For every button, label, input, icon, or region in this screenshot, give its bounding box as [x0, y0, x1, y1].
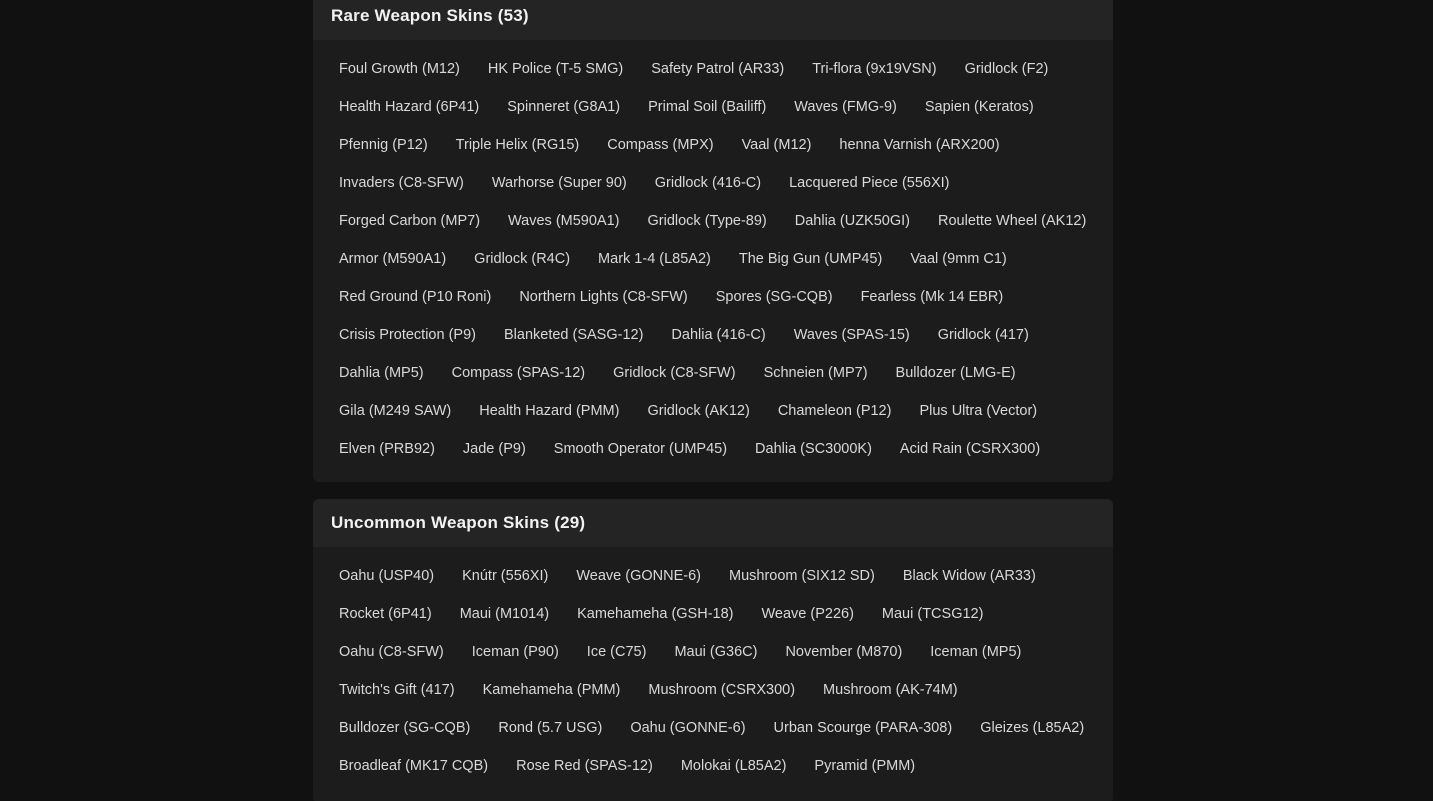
skin-chip[interactable]: Waves (SPAS-15): [793, 327, 910, 343]
skin-chip[interactable]: Iceman (P90): [471, 644, 559, 660]
skin-chip[interactable]: Warhorse (Super 90): [491, 175, 627, 191]
skin-chip[interactable]: Maui (TCSG12): [881, 606, 984, 622]
skin-chip[interactable]: Safety Patrol (AR33): [651, 61, 785, 77]
skin-chip[interactable]: Dahlia (UZK50GI): [794, 213, 910, 229]
skin-chip[interactable]: HK Police (T-5 SMG): [487, 61, 624, 77]
skin-chip[interactable]: Maui (M1014): [459, 606, 550, 622]
skin-chip[interactable]: Compass (SPAS-12): [451, 365, 586, 381]
section-body-rare: [313, 40, 1113, 482]
skin-chip[interactable]: Lacquered Piece (556XI): [789, 175, 950, 191]
skin-chip[interactable]: Triple Helix (RG15): [455, 137, 580, 153]
skin-chip[interactable]: Armor (M590A1): [339, 251, 447, 267]
skin-chip[interactable]: Waves (M590A1): [508, 213, 620, 229]
skin-chip[interactable]: Kamehameha (GSH-18): [577, 606, 734, 622]
skin-chip[interactable]: Gridlock (416-C): [654, 175, 762, 191]
skin-chip[interactable]: Mark 1-4 (L85A2): [598, 251, 711, 267]
section-rare-weapon-skins: [313, 0, 1113, 482]
skin-chip[interactable]: Maui (G36C): [674, 644, 758, 660]
skin-chip[interactable]: Invaders (C8-SFW): [339, 175, 464, 191]
skin-chip[interactable]: Bulldozer (LMG-E): [895, 365, 1016, 381]
skin-chip[interactable]: Foul Growth (M12): [339, 61, 460, 77]
skin-chip[interactable]: Gleizes (L85A2): [980, 720, 1085, 736]
skin-chip[interactable]: Health Hazard (PMM): [479, 403, 620, 419]
skin-chip[interactable]: Black Widow (AR33): [902, 568, 1036, 584]
section-title-rare: Rare Weapon Skins (53): [313, 0, 1113, 40]
skin-chip[interactable]: Acid Rain (CSRX300): [899, 441, 1041, 457]
skin-chip[interactable]: Iceman (MP5): [930, 644, 1022, 660]
skin-chip[interactable]: Gridlock (F2): [964, 61, 1049, 77]
skin-chip[interactable]: Dahlia (MP5): [339, 365, 424, 381]
skin-chip[interactable]: henna Varnish (ARX200): [839, 137, 1000, 153]
skin-list-rare: [325, 50, 1101, 468]
skin-chip[interactable]: Roulette Wheel (AK12): [938, 213, 1087, 229]
skin-chip[interactable]: Schneien (MP7): [763, 365, 868, 381]
skin-chip[interactable]: Mushroom (SIX12 SD): [728, 568, 875, 584]
skin-chip[interactable]: Jade (P9): [462, 441, 526, 457]
skin-list-uncommon: [325, 557, 1101, 785]
skin-chip[interactable]: Gridlock (AK12): [647, 403, 750, 419]
skin-chip[interactable]: Smooth Operator (UMP45): [553, 441, 728, 457]
skin-chip[interactable]: Rocket (6P41): [339, 606, 432, 622]
skin-chip[interactable]: Pyramid (PMM): [814, 758, 916, 774]
skin-chip[interactable]: Mushroom (AK-74M): [823, 682, 958, 698]
skin-chip[interactable]: Primal Soil (Bailiff): [648, 99, 767, 115]
skin-chip[interactable]: Red Ground (P10 Roni): [339, 289, 492, 305]
skin-chip[interactable]: Sapien (Keratos): [924, 99, 1034, 115]
skin-chip[interactable]: The Big Gun (UMP45): [738, 251, 883, 267]
skin-chip[interactable]: November (M870): [785, 644, 903, 660]
skin-chip[interactable]: Oahu (C8-SFW): [339, 644, 444, 660]
skin-chip[interactable]: Kamehameha (PMM): [482, 682, 621, 698]
skin-chip[interactable]: Crisis Protection (P9): [339, 327, 476, 343]
skin-chip[interactable]: Spinneret (G8A1): [507, 99, 621, 115]
skin-chip[interactable]: Oahu (GONNE-6): [630, 720, 746, 736]
skin-chip[interactable]: Fearless (Mk 14 EBR): [860, 289, 1004, 305]
skin-chip[interactable]: Broadleaf (MK17 CQB): [339, 758, 489, 774]
skin-chip[interactable]: Tri-flora (9x19VSN): [812, 61, 937, 77]
section-body-uncommon: [313, 547, 1113, 801]
skin-chip[interactable]: Northern Lights (C8-SFW): [519, 289, 688, 305]
skin-chip[interactable]: Health Hazard (6P41): [339, 99, 480, 115]
skin-chip[interactable]: Twitch's Gift (417): [339, 682, 455, 698]
skin-chip[interactable]: Gridlock (R4C): [474, 251, 571, 267]
skin-chip[interactable]: Dahlia (SC3000K): [755, 441, 872, 457]
skin-chip[interactable]: Urban Scourge (PARA-308): [773, 720, 953, 736]
skin-chip[interactable]: Weave (P226): [761, 606, 854, 622]
skin-chip[interactable]: Molokai (L85A2): [680, 758, 787, 774]
skin-chip[interactable]: Compass (MPX): [607, 137, 714, 153]
skin-chip[interactable]: Rose Red (SPAS-12): [516, 758, 653, 774]
skin-chip[interactable]: Dahlia (416-C): [671, 327, 766, 343]
skin-chip[interactable]: Knútr (556XI): [462, 568, 549, 584]
skin-chip[interactable]: Forged Carbon (MP7): [339, 213, 481, 229]
skin-chip[interactable]: Plus Ultra (Vector): [919, 403, 1038, 419]
skin-chip[interactable]: Gridlock (417): [937, 327, 1029, 343]
skin-chip[interactable]: Bulldozer (SG-CQB): [339, 720, 471, 736]
skin-chip[interactable]: Chameleon (P12): [777, 403, 892, 419]
skin-chip[interactable]: Elven (PRB92): [339, 441, 435, 457]
skin-chip[interactable]: Rond (5.7 USG): [498, 720, 603, 736]
skin-chip[interactable]: Mushroom (CSRX300): [648, 682, 796, 698]
skin-chip[interactable]: Pfennig (P12): [339, 137, 428, 153]
skin-chip[interactable]: Weave (GONNE-6): [576, 568, 701, 584]
skin-chip[interactable]: Oahu (USP40): [339, 568, 435, 584]
section-uncommon-weapon-skins: [313, 499, 1113, 801]
skin-chip[interactable]: Waves (FMG-9): [794, 99, 897, 115]
skin-chip[interactable]: Vaal (M12): [741, 137, 812, 153]
section-title-uncommon: Uncommon Weapon Skins (29): [313, 499, 1113, 547]
skin-chip[interactable]: Ice (C75): [586, 644, 647, 660]
skin-chip[interactable]: Gila (M249 SAW): [339, 403, 452, 419]
skin-chip[interactable]: Vaal (9mm C1): [910, 251, 1007, 267]
skin-chip[interactable]: Spores (SG-CQB): [715, 289, 833, 305]
skin-chip[interactable]: Blanketed (SASG-12): [503, 327, 644, 343]
skin-chip[interactable]: Gridlock (C8-SFW): [613, 365, 736, 381]
skin-chip[interactable]: Gridlock (Type-89): [647, 213, 767, 229]
